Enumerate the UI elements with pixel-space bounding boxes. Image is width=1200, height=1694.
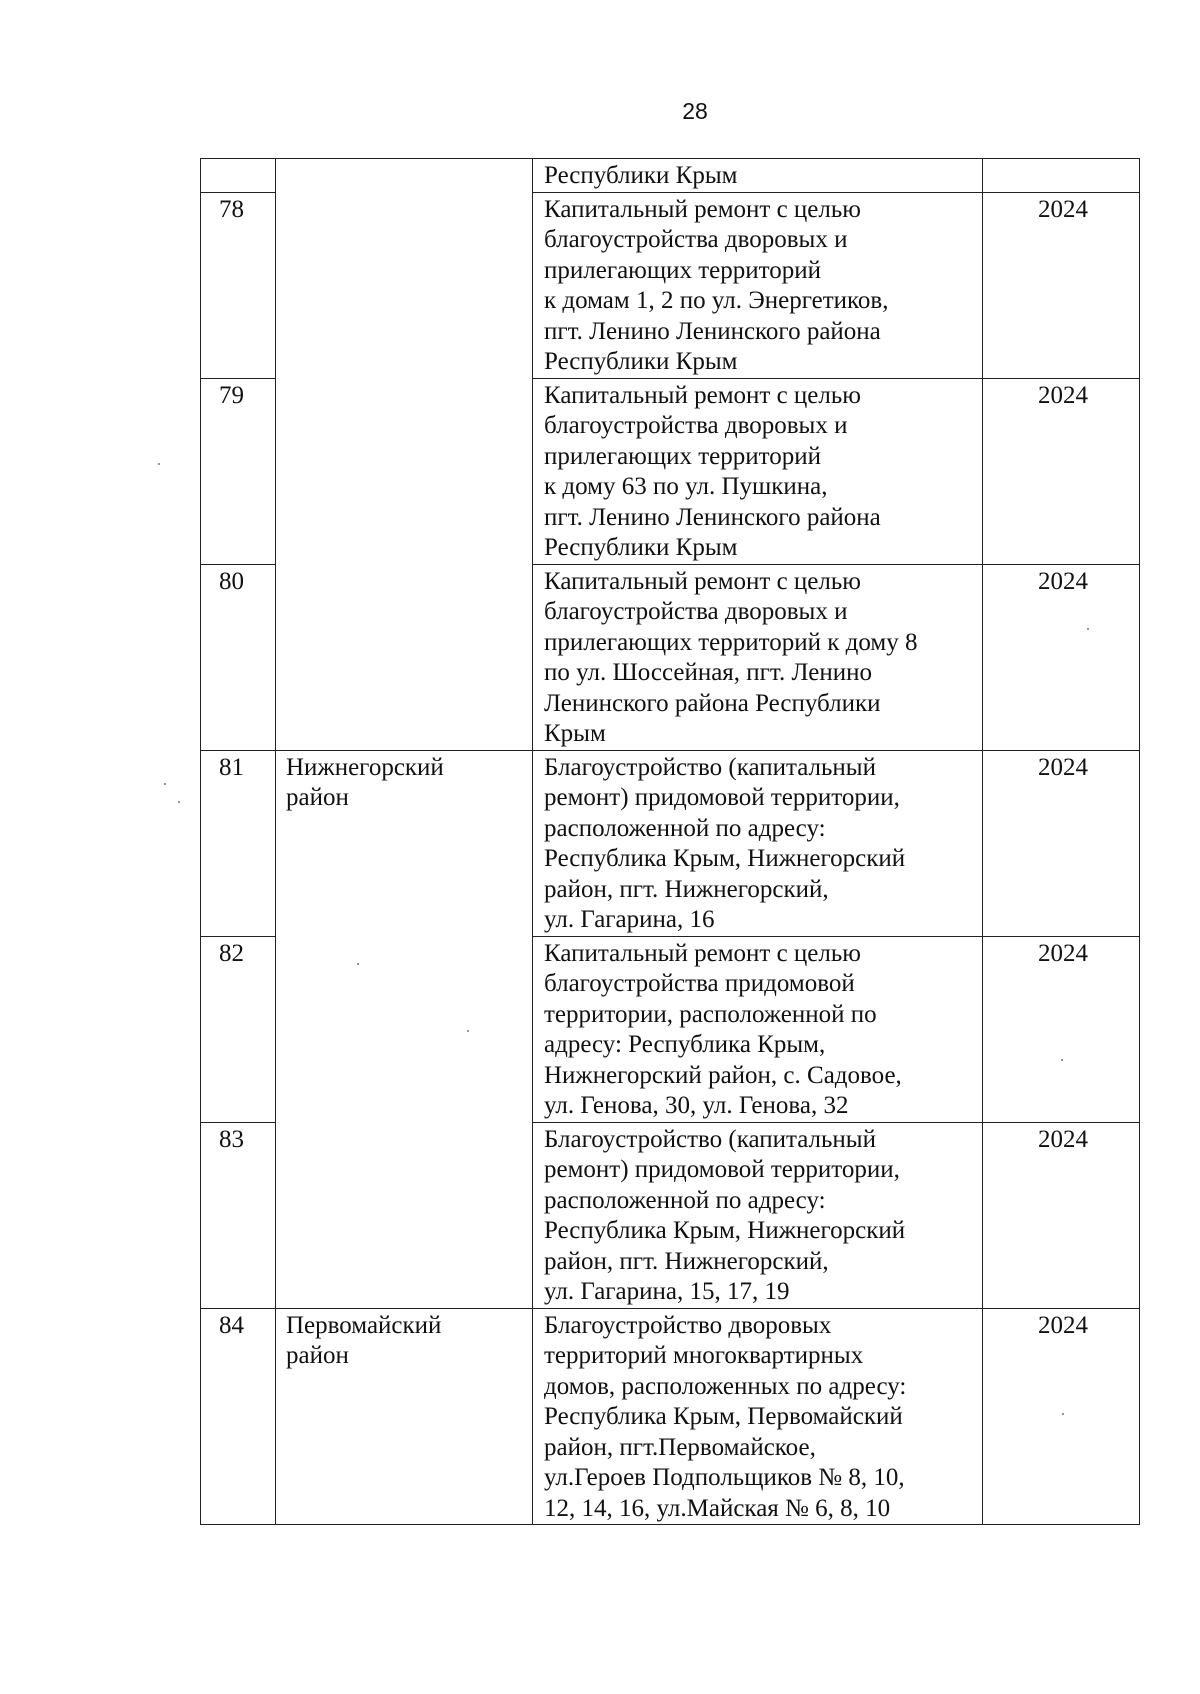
completion-year: 2024 — [983, 936, 1140, 1122]
description-line: по ул. Шоссейная, пгт. Ленино — [544, 659, 872, 686]
description-line: благоустройства дворовых и — [544, 226, 848, 253]
description-line: ул. Генова, 30, ул. Генова, 32 — [544, 1092, 849, 1119]
description-line: Капитальный ремонт с целью — [544, 939, 861, 967]
scan-speck — [1061, 1059, 1063, 1061]
description-line: прилегающих территорий к дому 8 — [544, 628, 918, 656]
description-line: Республика Крым, Нижнегорский — [544, 845, 906, 872]
scan-speck — [467, 1030, 469, 1032]
completion-year: 2024 — [983, 1122, 1140, 1308]
description-line: ул. Гагарина, 15, 17, 19 — [544, 1278, 790, 1305]
district-name-line: район — [286, 784, 349, 811]
description-line: Благоустройство (капитальный — [544, 753, 876, 781]
description-line: территории, расположенной по — [544, 1000, 877, 1028]
description-line: Крым — [544, 720, 606, 747]
project-description — [533, 936, 983, 1122]
district-name-line: район — [286, 1342, 349, 1369]
project-description — [533, 750, 983, 936]
district-name-line: Нижнегорский — [286, 753, 444, 781]
completion-year: 2024 — [983, 378, 1140, 564]
description-line: Ленинского района Республики — [544, 689, 881, 717]
description-line: к домам 1, 2 по ул. Энергетиков, — [544, 287, 889, 314]
row-number: 79 — [201, 378, 276, 564]
description-line: ремонт) придомовой территории, — [544, 1156, 900, 1183]
description-line: район, пгт.Первомайское, — [544, 1433, 816, 1461]
description-line: 12, 14, 16, ул.Майская № 6, 8, 10 — [544, 1494, 891, 1522]
description-line: благоустройства придомовой — [544, 970, 855, 997]
table-row — [201, 159, 1140, 193]
row-number — [201, 159, 276, 193]
scan-speck — [1062, 1413, 1064, 1415]
table-row — [201, 1308, 1140, 1525]
row-number: 82 — [201, 936, 276, 1122]
row-number: 78 — [201, 192, 276, 378]
description-line: Республика Крым, Нижнегорский — [544, 1217, 906, 1244]
district-cell — [276, 159, 533, 751]
page-number: 28 — [682, 98, 708, 124]
scan-speck — [357, 963, 359, 965]
scan-speck — [178, 801, 180, 803]
project-description — [533, 378, 983, 564]
description-line: Благоустройство (капитальный — [544, 1125, 876, 1153]
description-line: ул. Гагарина, 16 — [544, 906, 715, 933]
district-cell — [276, 1308, 533, 1525]
description-line: расположенной по адресу: — [544, 1186, 826, 1214]
description-line: пгт. Ленино Ленинского района — [544, 317, 881, 345]
project-description — [533, 1122, 983, 1308]
description-line: Нижнегорский район, с. Садовое, — [544, 1061, 902, 1089]
description-line: расположенной по адресу: — [544, 814, 826, 842]
scan-speck — [164, 783, 166, 785]
description-line: Капитальный ремонт с целью — [544, 195, 861, 223]
description-line: Республики Крым — [544, 348, 738, 375]
description-line: прилегающих территорий — [544, 442, 821, 470]
description-line: прилегающих территорий — [544, 256, 821, 284]
description-line: благоустройства дворовых и — [544, 412, 848, 439]
description-line: пгт. Ленино Ленинского района — [544, 503, 881, 531]
row-number: 84 — [201, 1308, 276, 1525]
completion-year — [983, 159, 1140, 193]
project-description — [533, 564, 983, 750]
description-line: благоустройства дворовых и — [544, 598, 848, 625]
district-cell — [276, 750, 533, 1308]
scan-speck — [1087, 628, 1089, 630]
row-number: 81 — [201, 750, 276, 936]
completion-year: 2024 — [983, 564, 1140, 750]
description-line: район, пгт. Нижнегорский, — [544, 1247, 829, 1275]
description-line: Республика Крым, Первомайский — [544, 1403, 903, 1430]
district-name-line: Первомайский — [286, 1311, 442, 1339]
project-description — [533, 159, 983, 193]
projects-table — [200, 158, 1140, 1525]
completion-year: 2024 — [983, 192, 1140, 378]
projects-table-body — [201, 159, 1140, 1525]
row-number: 80 — [201, 564, 276, 750]
table-row — [201, 750, 1140, 936]
description-line: домов, расположенных по адресу: — [544, 1372, 907, 1400]
description-line: территорий многоквартирных — [544, 1342, 864, 1369]
description-line: Капитальный ремонт с целью — [544, 381, 861, 409]
description-line: к дому 63 по ул. Пушкина, — [544, 473, 828, 500]
scan-speck — [158, 463, 160, 465]
description-line: Капитальный ремонт с целью — [544, 567, 861, 595]
description-line: ремонт) придомовой территории, — [544, 784, 900, 811]
description-line: Республики Крым — [544, 534, 738, 561]
description-line: адресу: Республика Крым, — [544, 1031, 826, 1058]
description-line: Республики Крым — [544, 162, 738, 189]
description-line: Благоустройство дворовых — [544, 1311, 832, 1339]
row-number: 83 — [201, 1122, 276, 1308]
completion-year: 2024 — [983, 750, 1140, 936]
project-description — [533, 1308, 983, 1525]
completion-year: 2024 — [983, 1308, 1140, 1525]
description-line: район, пгт. Нижнегорский, — [544, 875, 829, 903]
project-description — [533, 192, 983, 378]
description-line: ул.Героев Подпольщиков № 8, 10, — [544, 1464, 905, 1491]
